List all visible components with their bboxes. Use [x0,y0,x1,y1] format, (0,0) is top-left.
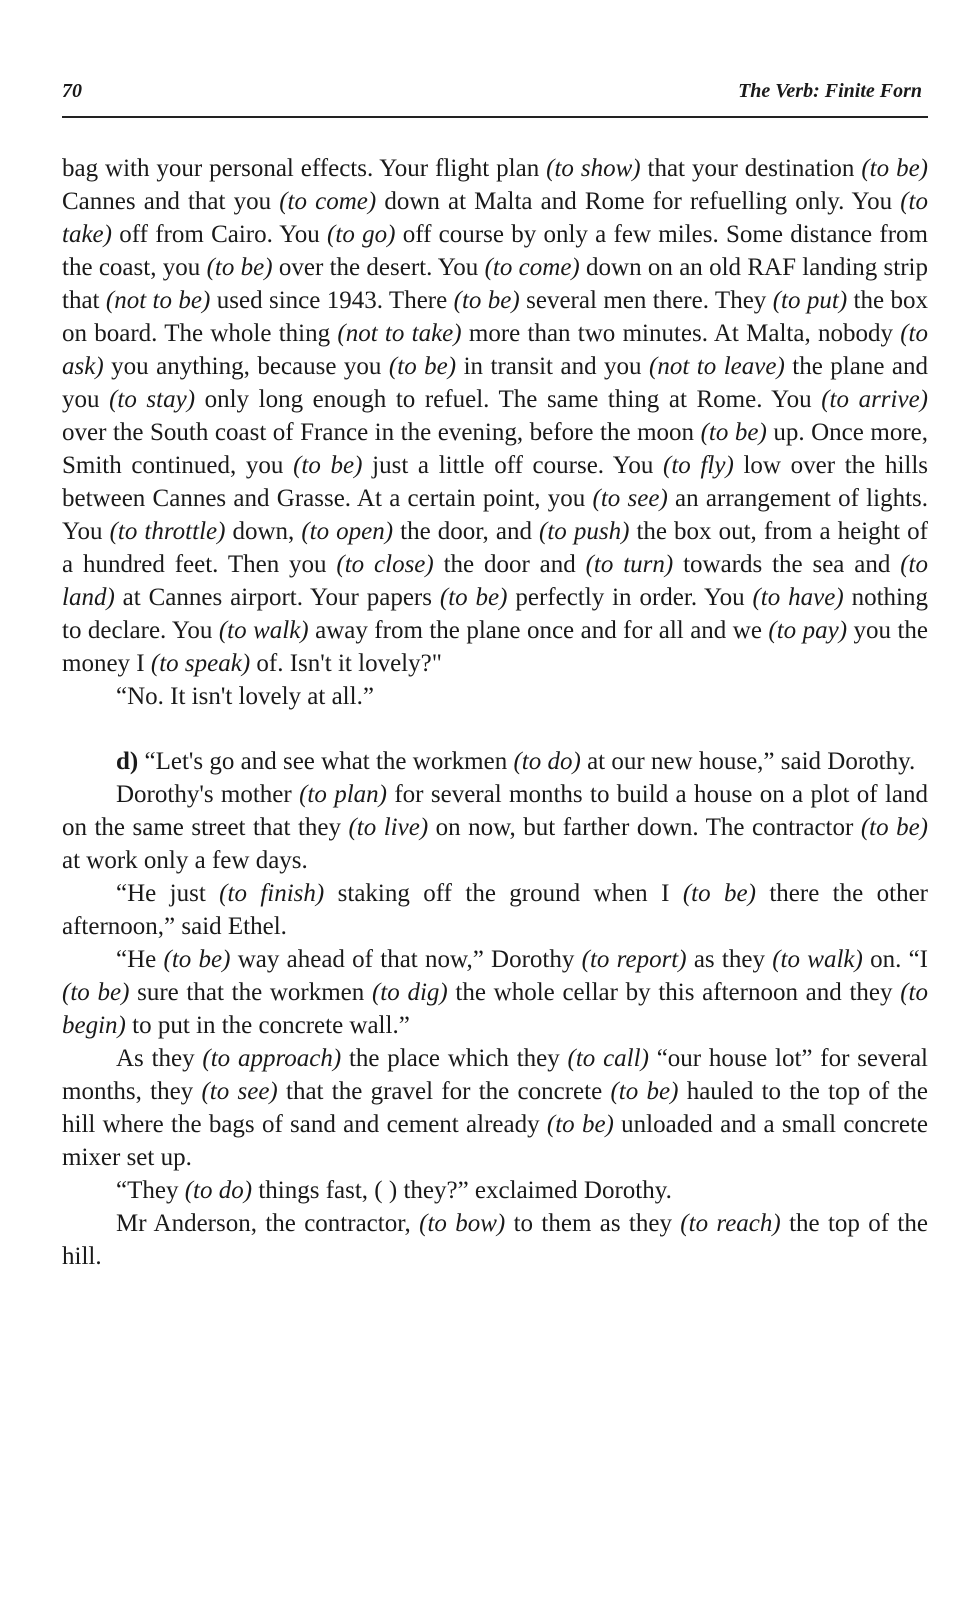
paragraph-text: Dorothy's mother (to plan) for several months to build a house on a plot of land on the same street that they (to live) on now, but farther down. The contractor (to be) at work only a few days. [62,781,929,874]
paragraph [62,1174,928,1207]
page-number: 70 [62,80,82,102]
body-text [62,152,928,1273]
paragraph-text: “They (to do) things fast, ( ) they?” exclaimed Dorothy. [116,1177,672,1204]
paragraph-text: “No. It isn't lovely at all.” [116,683,374,710]
paragraph-text: bag with your personal effects. Your flight plan (to show) that your destination (to be) Cannes and that you (to come) down at Malta and Rome for refuelling only. You (to take) off from Cairo. You (to go) off course by only a few miles. Some distance from the coast, you (to be) over the desert. You (to come) down on an old RAF landing strip that (not to be) used since 1943. There (to be) several men there. They (to put) the box on board. The whole thing (not to take) more than two minutes. At Malta, nobody (to ask) you anything, because you (to be) in transit and you (not to leave) the plane and you (to stay) only long enough to refuel. The same thing at Rome. You (to arrive) over the South coast of France in the evening, before the moon (to be) up. Once more, Smith continued, you (to be) just a little off course. You (to fly) low over the hills between Cannes and Grasse. At a certain point, you (to see) an arrangement of lights. You (to throttle) down, (to open) the door, and (to push) the box out, from a height of a hundred feet. Then you (to close) the door and (to turn) towards the sea and (to land) at Cannes airport. Your papers (to be) perfectly in order. You (to have) nothing to declare. You (to walk) away from the plane once and for all and we (to pay) you the money I (to speak) of. Isn't it lovely?" [62,155,929,677]
paragraph [62,1207,928,1273]
paragraph [62,152,928,680]
paragraph-text: “He (to be) way ahead of that now,” Dorothy (to report) as they (to walk) on. “I (to be) sure that the workmen (to dig) the whole cellar by this afternoon and they (to begin) to put in the concrete wall.” [62,946,929,1039]
paragraph-text: As they (to approach) the place which they (to call) “our house lot” for several months, they (to see) that the gravel for the concrete (to be) hauled to the top of the hill where the bags of sand and cement already (to be) unloaded and a small concrete mixer set up. [62,1045,928,1171]
exercise-label: d) [116,748,139,775]
paragraph [62,943,928,1042]
paragraph [62,877,928,943]
paragraph-text: “Let's go and see what the workmen (to do) at our new house,” said Dorothy. [144,748,916,775]
header-rule [62,116,928,118]
paragraph [62,745,928,778]
paragraph [62,680,928,713]
running-title: The Verb: Finite Forn [738,80,922,102]
paragraph [62,1042,928,1174]
paragraph-text: Mr Anderson, the contractor, (to bow) to them as they (to reach) the top of the hill. [62,1210,928,1270]
paragraph-text: “He just (to finish) staking off the ground when I (to be) there the other afternoon,” said Ethel. [62,880,928,940]
paragraph [62,778,928,877]
paragraph-gap [62,713,928,745]
